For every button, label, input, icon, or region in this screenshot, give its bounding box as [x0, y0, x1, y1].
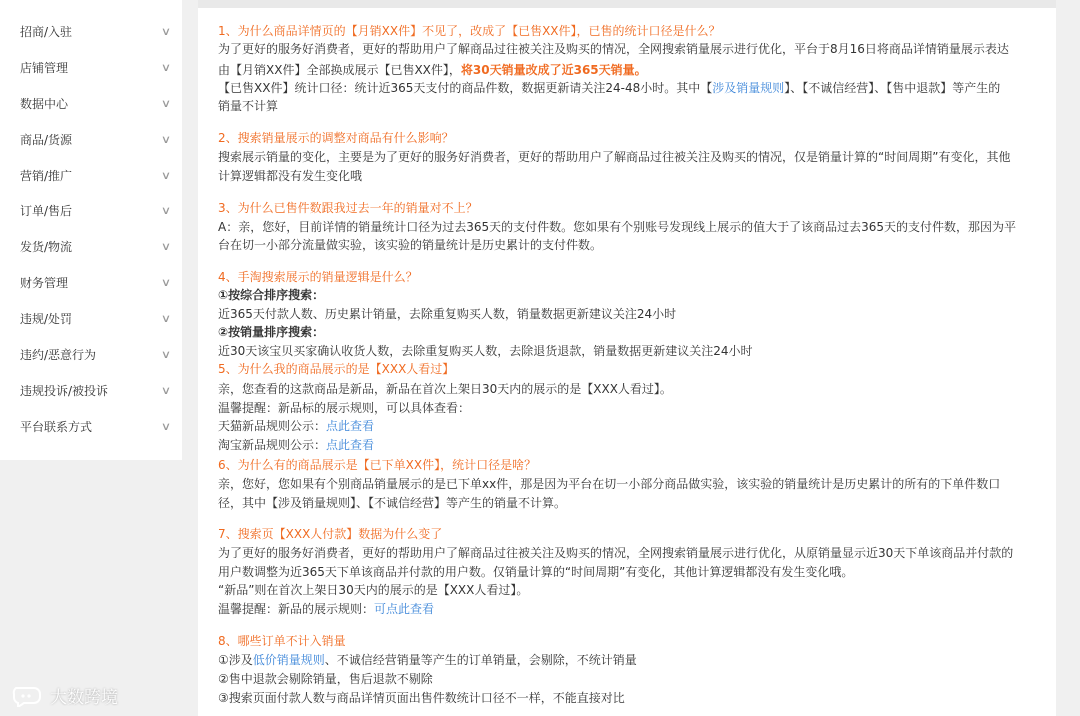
sidebar-item-label: 订单/售后	[20, 203, 73, 218]
faq-answer-text: 台在切一小部分流量做实验，该实验的销量统计是历史累计的支付件数。	[218, 238, 603, 252]
faq-answer-text: 淘宝新品规则公示：点此查看	[218, 438, 375, 452]
faq-question-1: 1、为什么商品详情页的【月销XX件】不见了，改成了【已售XX件】，已售的统计口径是什么？	[218, 24, 721, 38]
sidebar-item-label: 违约/恶意行为	[20, 347, 97, 362]
taobao-rule-link[interactable]: 点此查看	[326, 438, 375, 452]
sidebar-item-label: 平台联系方式	[20, 419, 93, 434]
faq-content	[198, 0, 1056, 716]
sidebar-item-label: 商品/货源	[20, 132, 73, 147]
faq-answer-text: 搜索展示销量的变化，主要是为了更好的服务好消费者，更好的帮助用户了解商品过往被关注及购买的情况，仅是销量计算的“时间周期”有变化，其他	[218, 150, 1011, 164]
faq-answer-text: 径，其中【涉及销量规则】、【不诚信经营】等产生的销量不计算。	[218, 496, 567, 510]
faq-answer-text: 销量不计算	[218, 99, 279, 113]
faq-answer-text: 用户数调整为近365天下单该商品并付款的用户数。仅销量计算的“时间周期”有变化，其他计算逻辑都没有发生变化哦。	[218, 565, 854, 579]
faq-question-7: 7、搜索页【XXX人付款】数据为什么变了	[218, 527, 443, 541]
faq-answer-text: ①涉及低价销量规则、不诚信经营销量等产生的订单销量，会剔除，不统计销量	[218, 653, 637, 667]
faq-subheading: ②按销量排序搜索：	[218, 325, 325, 339]
sidebar-item-label: 数据中心	[20, 96, 69, 111]
sidebar-item-finance[interactable]	[0, 264, 182, 300]
sidebar-item-complaints[interactable]	[0, 372, 182, 408]
faq-question-3: 3、为什么已售件数跟我过去一年的销量对不上？	[218, 201, 478, 215]
faq-answer-text: 亲，您查看的这款商品是新品，新品在首次上架日30天内的展示的是【XXX人看过】。	[218, 382, 672, 396]
faq-answer-text: A：亲，您好，目前详情的销量统计口径为过去365天的支付件数。您如果有个别账号发现线上展示的值大于了该商品过去365天的支付件数，那因为平	[218, 220, 1017, 234]
faq-answer-text: ②售中退款会剔除销量，售后退款不剔除	[218, 672, 433, 686]
chevron-down-icon: ∨	[160, 275, 172, 289]
faq-answer-text: 为了更好的服务好消费者，更好的帮助用户了解商品过往被关注及购买的情况，全网搜索销量展示进行优化，从原销量显示近30天下单该商品并付款的	[218, 546, 1014, 560]
faq-answer-text: 温馨提醒：新品的展示规则：可点此查看	[218, 602, 435, 616]
chevron-down-icon: ∨	[160, 24, 172, 38]
chevron-down-icon: ∨	[160, 168, 172, 182]
watermark	[10, 683, 118, 708]
faq-answer-text: 由【月销XX件】全部换成展示【已售XX件】，将30天销量改成了近365天销量。	[218, 63, 647, 77]
chevron-down-icon: ∨	[160, 419, 172, 433]
faq-answer-text: “新品”则在首次上架日30天内的展示的是【XXX人看过】。	[218, 583, 529, 597]
faq-question-2: 2、搜索销量展示的调整对商品有什么影响？	[218, 131, 454, 145]
faq-question-5: 5、为什么我的商品展示的是【XXX人看过】	[218, 362, 455, 376]
sidebar-item-label: 财务管理	[20, 275, 69, 290]
sidebar-item-label: 招商/入驻	[20, 24, 73, 39]
faq-answer-text: 温馨提醒：新品标的展示规则，可以具体查看：	[218, 401, 471, 415]
new-product-rule-link[interactable]: 可点此查看	[374, 602, 435, 616]
chevron-down-icon: ∨	[160, 132, 172, 146]
faq-answer-text: ③搜索页面付款人数与商品详情页面出售件数统计口径不一样，不能直接对比	[218, 691, 625, 705]
chevron-down-icon: ∨	[160, 383, 172, 397]
faq-answer-text: 计算逻辑都没有发生变化哦	[218, 169, 363, 183]
chat-bubble-icon	[10, 685, 44, 707]
sidebar-item-marketing[interactable]	[0, 157, 182, 193]
faq-answer-text: 近30天该宝贝买家确认收货人数，去除重复购买人数，去除退货退款，销量数据更新建议关注24小时	[218, 344, 753, 358]
faq-question-4: 4、手淘搜索展示的销量逻辑是什么？	[218, 270, 418, 284]
watermark-text: 大数跨境	[50, 688, 118, 708]
sidebar-item-store-management[interactable]	[0, 49, 182, 85]
sidebar-item-data-center[interactable]	[0, 85, 182, 121]
sidebar-item-label: 营销/推广	[20, 168, 73, 183]
chevron-down-icon: ∨	[160, 60, 172, 74]
sidebar-item-violations[interactable]	[0, 300, 182, 336]
faq-answer-text: 近365天付款人数、历史累计销量，去除重复购买人数，销量数据更新建议关注24小时	[218, 307, 677, 321]
faq-question-6: 6、为什么有的商品展示是【已下单XX件】，统计口径是啥？	[218, 458, 537, 472]
chevron-down-icon: ∨	[160, 347, 172, 361]
chevron-down-icon: ∨	[160, 203, 172, 217]
faq-answer-text: 天猫新品规则公示：点此查看	[218, 419, 375, 433]
faq-answer-text: 亲，您好，您如果有个别商品销量展示的是已下单xx件，那是因为平台在切一小部分商品做实验，该实验的销量统计是历史累计的所有的下单件数口	[218, 477, 1001, 491]
sidebar-item-breach[interactable]	[0, 336, 182, 372]
chevron-down-icon: ∨	[160, 311, 172, 325]
sidebar-item-merchant-entry[interactable]	[0, 13, 182, 49]
sidebar-item-label: 违规投诉/被投诉	[20, 383, 109, 398]
chevron-down-icon: ∨	[160, 239, 172, 253]
sidebar-item-shipping[interactable]	[0, 228, 182, 264]
sidebar-item-goods-source[interactable]	[0, 121, 182, 157]
sidebar-item-label: 发货/物流	[20, 239, 73, 254]
faq-answer-text: 【已售XX件】统计口径：统计近365天支付的商品件数，数据更新请关注24-48小时。其中【涉及销量规则】、【不诚信经营】、【售中退款】等产生的	[218, 81, 1001, 95]
chevron-down-icon: ∨	[160, 96, 172, 110]
faq-subheading: ①按综合排序搜索：	[218, 288, 325, 302]
sidebar-item-orders[interactable]	[0, 192, 182, 228]
sidebar-item-contact[interactable]	[0, 408, 182, 444]
tmall-rule-link[interactable]: 点此查看	[326, 419, 375, 433]
sidebar-item-label: 店铺管理	[20, 60, 69, 75]
low-price-rule-link[interactable]: 低价销量规则	[252, 653, 325, 667]
highlight-text: 将30天销量改成了近365天销量。	[460, 63, 647, 77]
top-divider	[198, 0, 1056, 8]
sales-rule-link[interactable]: 涉及销量规则	[712, 81, 785, 95]
sidebar-item-label: 违规/处罚	[20, 311, 73, 326]
sidebar-nav	[0, 0, 182, 460]
faq-question-8: 8、哪些订单不计入销量	[218, 634, 346, 648]
faq-answer-text: 为了更好的服务好消费者，更好的帮助用户了解商品过往被关注及购买的情况，全网搜索销量展示进行优化，平台于8月16日将商品详情销量展示表达	[218, 42, 1009, 56]
